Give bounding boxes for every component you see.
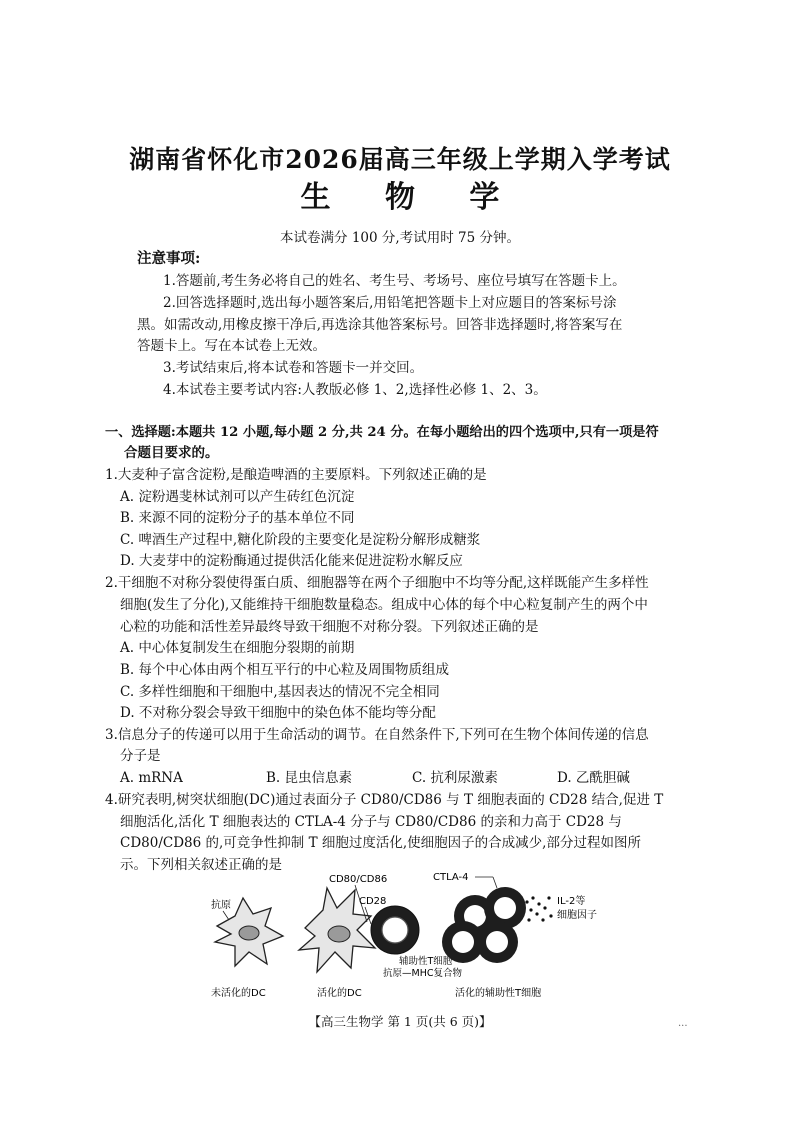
label-inactive-dc: 未活化的DC — [211, 988, 266, 999]
helper-t-cell — [371, 906, 419, 954]
note-line: 3.考试结束后,将本试卷和答题卡一并交回。 — [163, 360, 424, 376]
q2-stem-line: 细胞(发生了分化),又能维持干细胞数量稳态。组成中心体的每个中心粒复制产生的两个中 — [120, 597, 648, 613]
q3-stem-line: 分子是 — [120, 748, 161, 764]
note-line: 4.本试卷主要考试内容:人教版必修 1、2,选择性必修 1、2、3。 — [163, 382, 547, 398]
exam-info: 本试卷满分 100 分,考试用时 75 分钟。 — [280, 230, 520, 246]
label-active-helper-t: 活化的辅助性T细胞 — [455, 988, 542, 999]
q4-stem-line: 示。下列相关叙述正确的是 — [120, 857, 282, 873]
activated-t-cell-cluster — [442, 887, 526, 963]
section-heading: 一、选择题:本题共 12 小题,每小题 2 分,共 24 分。在每小题给出的四个选项中,只有一项是符 — [105, 425, 659, 440]
label-cd28: CD28 — [359, 896, 387, 907]
cytokine-dots — [525, 896, 552, 921]
q1-option-b: B. 来源不同的淀粉分子的基本单位不同 — [120, 510, 355, 526]
subject-title: 生 物 学 — [300, 180, 522, 215]
q3-option-a: A. mRNA — [120, 770, 183, 786]
dc-t-cell-figure — [205, 868, 605, 1008]
q1-option-d: D. 大麦芽中的淀粉酶通过提供活化能来促进淀粉水解反应 — [120, 553, 463, 569]
note-line: 1.答题前,考生务必将自己的姓名、考生号、考场号、座位号填写在答题卡上。 — [163, 273, 626, 289]
label-antigen: 抗原 — [211, 900, 231, 911]
q3-stem-line: 3.信息分子的传递可以用于生命活动的调节。在自然条件下,下列可在生物个体间传递的信息 — [105, 727, 649, 743]
label-complex: 抗原—MHC复合物 — [383, 968, 462, 979]
section-heading-cont: 合题目要求的。 — [124, 445, 219, 461]
label-helper-t: 辅助性T细胞 — [399, 956, 453, 967]
q2-stem-line: 心粒的功能和活性差异最终导致干细胞不对称分裂。下列叙述正确的是 — [120, 619, 539, 635]
notes-heading: 注意事项: — [137, 250, 201, 267]
note-line: 答题卡上。写在本试卷上无效。 — [137, 338, 326, 354]
exam-title: 湖南省怀化市2026届高三年级上学期入学考试 — [129, 145, 671, 174]
page-footer: 【高三生物学 第 1 页(共 6 页)】 — [308, 1014, 492, 1029]
label-cytokine: 细胞因子 — [557, 910, 597, 921]
q2-option-b: B. 每个中心体由两个相互平行的中心粒及周围物质组成 — [120, 662, 450, 678]
footer-marker: ... — [678, 1018, 688, 1029]
label-il2: IL-2等 — [557, 896, 586, 907]
q3-option-b: B. 昆虫信息素 — [266, 770, 353, 786]
label-active-dc: 活化的DC — [317, 988, 362, 999]
q4-stem-line: CD80/CD86 的,可竞争性抑制 T 细胞过度活化,使细胞因子的合成减少,部分过程如图所 — [120, 835, 641, 851]
q2-option-c: C. 多样性细胞和干细胞中,基因表达的情况不完全相同 — [120, 684, 440, 700]
q3-options — [120, 768, 720, 788]
q2-option-d: D. 不对称分裂会导致干细胞中的染色体不能均等分配 — [120, 705, 436, 721]
q4-stem-line: 4.研究表明,树突状细胞(DC)通过表面分子 CD80/CD86 与 T 细胞表面的 CD28 结合,促进 T — [105, 792, 664, 808]
q2-stem-line: 2.干细胞不对称分裂使得蛋白质、细胞器等在两个子细胞中不均等分配,这样既能产生多样性 — [105, 575, 649, 591]
note-line: 黑。如需改动,用橡皮擦干净后,再选涂其他答案标号。回答非选择题时,将答案写在 — [137, 317, 623, 333]
q2-option-a: A. 中心体复制发生在细胞分裂期的前期 — [120, 640, 355, 656]
note-line: 2.回答选择题时,选出每小题答案后,用铅笔把答题卡上对应题目的答案标号涂 — [163, 295, 617, 311]
q3-option-d: D. 乙酰胆碱 — [557, 770, 630, 786]
label-cd80-cd86: CD80/CD86 — [329, 874, 388, 885]
q1-option-c: C. 啤酒生产过程中,糖化阶段的主要变化是淀粉分解形成糖浆 — [120, 532, 481, 548]
q1-option-a: A. 淀粉遇斐林试剂可以产生砖红色沉淀 — [120, 489, 355, 505]
q1-stem: 1.大麦种子富含淀粉,是酿造啤酒的主要原料。下列叙述正确的是 — [105, 467, 487, 483]
q3-option-c: C. 抗利尿激素 — [412, 770, 498, 786]
label-ctla4: CTLA-4 — [433, 872, 469, 883]
q4-stem-line: 细胞活化,活化 T 细胞表达的 CTLA-4 分子与 CD80/CD86 的亲和力高于 CD28 与 — [120, 814, 622, 830]
